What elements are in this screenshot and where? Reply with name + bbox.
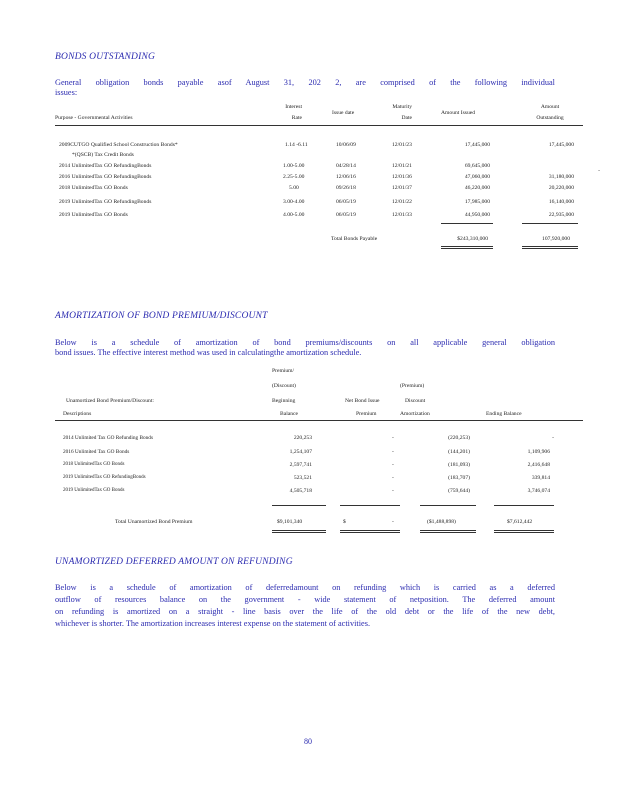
row-issue-date: 06/05/19 <box>336 212 356 218</box>
row-amount-outstanding: 16,140,000 <box>548 199 574 205</box>
col-header-amortization-2: Discount <box>405 398 426 404</box>
deferred-paragraph-line-1: Below is a schedule of amortization of deferredamount on refunding which is carried as a deferred <box>55 583 555 592</box>
deferred-paragraph-line-2: outflow of resources balance on the government - wide statement of netposition. The deferred amount <box>55 595 555 604</box>
bonds-intro-line-2: issues: <box>55 88 78 97</box>
row-amount-outstanding: 20,220,000 <box>548 185 574 191</box>
amortization-intro-line-2: bond issues. The effective interest method was used in calculatingthe amortization schedule. <box>55 348 362 357</box>
bonds-header-rule <box>55 125 583 126</box>
bonds-total-issued: $243,310,000 <box>457 236 488 242</box>
amortization-heading: AMORTIZATION OF BOND PREMIUM/DISCOUNT <box>55 311 268 321</box>
col-header-description-2: Descriptions <box>63 411 92 417</box>
ending-subtotal-rule <box>494 505 554 506</box>
col-header-beginning-3: Beginning <box>272 398 296 404</box>
issued-subtotal-rule <box>441 223 493 224</box>
row-ending-balance: 3,746,074 <box>527 488 550 494</box>
bonds-outstanding-heading: BONDS OUTSTANDING <box>55 52 156 62</box>
deferred-paragraph-line-4: whichever is shorter. The amortization increases interest expense on the statement of activities. <box>55 619 371 628</box>
row-amortization: (181,093) <box>448 462 470 468</box>
issued-total-double-rule <box>441 246 493 249</box>
row-rate: 3.00-4.00 <box>283 199 305 205</box>
row-description: 2016 Unlimited Tax GO Bonds <box>63 449 130 455</box>
row-purpose: 2009CUTGO Qualified School Construction Bonds* <box>59 142 178 148</box>
col-header-ending-balance: Ending Balance <box>486 411 522 417</box>
row-ending-balance: - <box>552 435 554 441</box>
col-header-net-premium: Premium <box>356 411 377 417</box>
amortization-total-net-symbol: $ <box>343 519 346 525</box>
col-header-outstanding-2: Outstanding <box>536 115 564 121</box>
row-purpose: 2019 UnlimitedTax GO Bonds <box>59 212 128 218</box>
col-header-amount-issued: Amount Issued <box>441 110 476 116</box>
col-header-maturity-2: Date <box>401 115 412 121</box>
deferred-paragraph-line-3: on refunding is amortized on a straight - line basis over the life of the old debt or the life of the new debt, <box>55 607 555 616</box>
row-purpose: 2019 UnlimitedTax GO RefundingBonds <box>59 199 152 205</box>
row-beginning-balance: 220,253 <box>293 435 312 441</box>
row-amount-outstanding: - <box>598 168 600 174</box>
row-purpose: 2018 UnlimitedTax GO Bonds <box>59 185 128 191</box>
row-amortization: (220,253) <box>448 435 470 441</box>
beginning-subtotal-rule <box>272 505 326 506</box>
row-maturity-date: 12/01/23 <box>392 142 412 148</box>
col-header-interest-2: Rate <box>291 115 302 121</box>
amortization-total-amortization: ($1,488,898) <box>427 519 456 525</box>
row-issue-date: 10/06/09 <box>336 142 356 148</box>
row-rate: 5.00 <box>289 185 299 191</box>
row-amount-outstanding: 22,935,000 <box>548 212 574 218</box>
col-header-outstanding-1: Amount <box>540 104 560 110</box>
row-amortization: (183,707) <box>448 475 470 481</box>
col-header-interest-1: Interest <box>285 104 302 110</box>
row-beginning-balance: 4,505,718 <box>289 488 312 494</box>
outstanding-total-double-rule <box>522 246 578 249</box>
col-header-amortization-3: Amortization <box>400 411 430 417</box>
row-amount-issued: 69,645,000 <box>464 163 490 169</box>
row-net-premium: - <box>392 449 394 455</box>
row-maturity-date: 12/01/22 <box>392 199 412 205</box>
row-maturity-date: 12/01/33 <box>392 212 412 218</box>
row-ending-balance: 1,109,906 <box>527 449 550 455</box>
row-ending-balance: 339,814 <box>531 475 550 481</box>
row-description: 2018 UnlimitedTax GO Bonds <box>63 462 125 467</box>
amortization-header-rule <box>55 420 583 421</box>
col-header-maturity-1: Maturity <box>392 104 412 110</box>
net-total-double-rule <box>340 530 400 533</box>
row-rate: 1.14 -6.11 <box>285 142 308 148</box>
row-rate: 1.00-5.00 <box>283 163 305 169</box>
row-description: 2014 Unlimited Tax GO Refunding Bonds <box>63 435 154 441</box>
row-net-premium: - <box>392 462 394 468</box>
col-header-beginning-2: (Discount) <box>272 383 296 389</box>
col-header-issue-date: Issue date <box>332 110 355 116</box>
row-rate: 2.25-5.00 <box>283 174 305 180</box>
col-header-description-1: Unamortized Bond Premium/Discount: <box>66 398 154 404</box>
col-header-beginning-1: Premium/ <box>272 368 295 374</box>
net-subtotal-rule <box>340 505 400 506</box>
row-net-premium: - <box>392 488 394 494</box>
row-purpose: 2014 UnlimitedTax GO RefundingBonds <box>59 163 152 169</box>
col-header-amortization-1: (Premium) <box>400 383 425 389</box>
row-purpose-2: *(QSCB) Tax Credit Bonds <box>72 152 134 158</box>
row-issue-date: 09/26/18 <box>336 185 356 191</box>
row-description: 2019 UnlimitedTax GO RefundingBonds <box>63 475 146 480</box>
row-rate: 4.00-5.00 <box>283 212 305 218</box>
row-maturity-date: 12/01/21 <box>392 163 412 169</box>
bonds-total-label: Total Bonds Payable <box>331 236 378 242</box>
row-ending-balance: 2,416,648 <box>527 462 550 468</box>
col-header-purpose: Purpose - Governmental Activities <box>55 115 133 121</box>
amortization-total-double-rule <box>420 530 476 533</box>
ending-total-double-rule <box>494 530 554 533</box>
row-maturity-date: 12/01/36 <box>392 174 412 180</box>
row-amount-issued: 46,220,000 <box>464 185 490 191</box>
row-amount-outstanding: 17,445,000 <box>548 142 574 148</box>
row-issue-date: 04/28/14 <box>336 163 356 169</box>
beginning-total-double-rule <box>272 530 326 533</box>
deferred-amount-heading: UNAMORTIZED DEFERRED AMOUNT ON REFUNDING <box>55 557 293 567</box>
row-net-premium: - <box>392 435 394 441</box>
amortization-total-beginning: $9,101,340 <box>277 519 303 525</box>
outstanding-subtotal-rule <box>522 223 578 224</box>
amortization-intro-line-1: Below is a schedule of amortization of bond premiums/discounts on all applicable general obligation <box>55 338 555 347</box>
row-beginning-balance: 523,521 <box>293 475 312 481</box>
bonds-intro-line-1: General obligation bonds payable asof August 31, 202 2, are comprised of the following individual <box>55 78 555 87</box>
row-beginning-balance: 2,597,741 <box>289 462 312 468</box>
amortization-total-label: Total Unamortized Bond Premium <box>115 519 193 525</box>
row-maturity-date: 12/01/37 <box>392 185 412 191</box>
row-net-premium: - <box>392 475 394 481</box>
row-amount-issued: 47,060,000 <box>464 174 490 180</box>
page-number: 80 <box>304 737 312 746</box>
amortization-total-ending: $7,612,442 <box>507 519 533 525</box>
col-header-net-bond-issue: Net Bond Issue <box>345 398 380 404</box>
amortization-subtotal-rule <box>420 505 476 506</box>
row-issue-date: 12/06/16 <box>336 174 356 180</box>
row-amount-outstanding: 31,180,000 <box>548 174 574 180</box>
row-beginning-balance: 1,254,107 <box>289 449 312 455</box>
row-amortization: (144,201) <box>448 449 470 455</box>
row-amortization: (759,644) <box>448 488 470 494</box>
amortization-total-net: - <box>392 519 394 525</box>
row-purpose: 2016 UnlimitedTax GO RefundingBonds <box>59 174 152 180</box>
row-amount-issued: 44,950,000 <box>464 212 490 218</box>
bonds-total-outstanding: 107,920,000 <box>542 236 570 242</box>
row-issue-date: 06/05/19 <box>336 199 356 205</box>
col-header-beginning-4: Balance <box>280 411 299 417</box>
row-amount-issued: 17,445,000 <box>464 142 490 148</box>
row-description: 2019 UnlimitedTax GO Bonds <box>63 488 125 493</box>
row-amount-issued: 17,985,000 <box>464 199 490 205</box>
